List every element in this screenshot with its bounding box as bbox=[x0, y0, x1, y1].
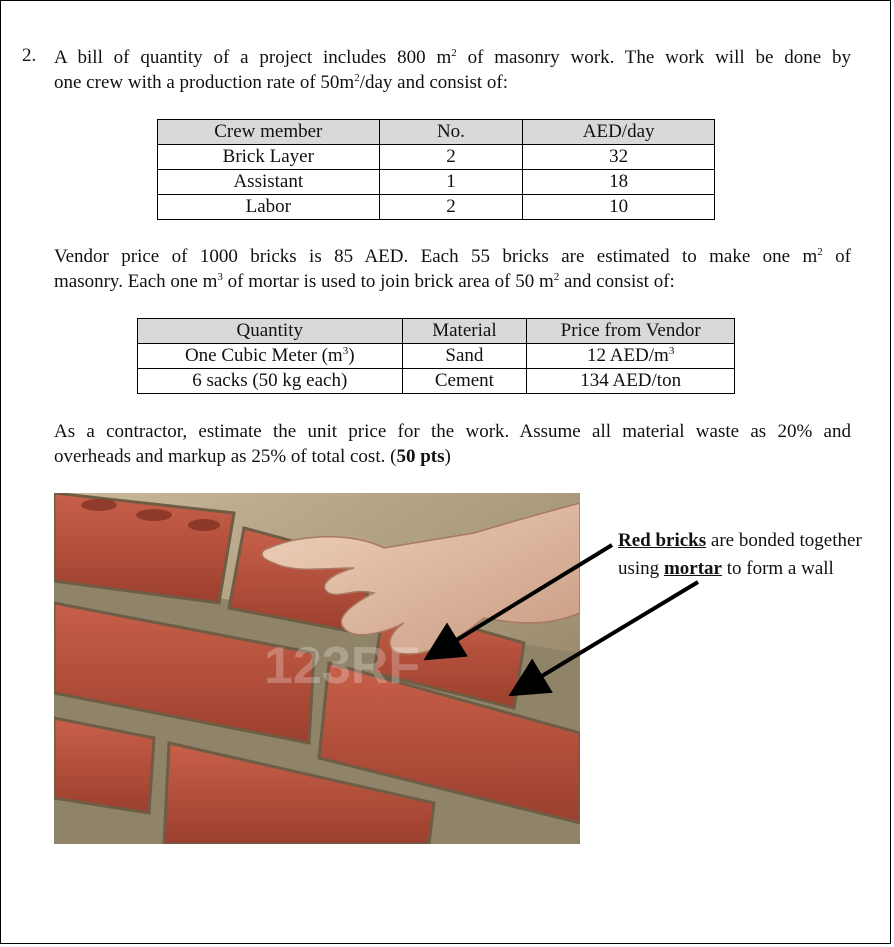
crew-table-header bbox=[158, 120, 715, 145]
table-cell: 32 bbox=[523, 145, 715, 170]
table-cell: 6 sacks (50 kg each) bbox=[138, 369, 403, 394]
table-cell: 2 bbox=[379, 195, 523, 220]
table-row bbox=[138, 369, 735, 394]
material-table bbox=[137, 318, 735, 394]
table-cell: Sand bbox=[402, 344, 527, 369]
table-row bbox=[158, 145, 715, 170]
table-cell: 1 bbox=[379, 170, 523, 195]
material-table-header bbox=[138, 319, 735, 344]
red-bricks-label: Red bricks bbox=[618, 530, 707, 551]
crew-table bbox=[157, 119, 715, 220]
task-line-2: overheads and markup as 25% of total cost. (50 pts) bbox=[54, 446, 451, 467]
table-cell: 10 bbox=[523, 195, 715, 220]
table-row bbox=[158, 195, 715, 220]
header-cell: Price from Vendor bbox=[527, 319, 735, 344]
vendor-paragraph bbox=[54, 244, 851, 294]
table-row bbox=[138, 344, 735, 369]
table-cell: 2 bbox=[379, 145, 523, 170]
table-cell: Cement bbox=[402, 369, 527, 394]
table-cell: Labor bbox=[158, 195, 380, 220]
caption-line-1: Red bricks are bonded together bbox=[618, 530, 862, 551]
header-cell: Material bbox=[402, 319, 527, 344]
vendor-line-2: masonry. Each one $m^3$ of mortar is used to join brick area of 50 $m^2$ and consist of: bbox=[54, 271, 675, 292]
watermark-text: 123RF bbox=[264, 637, 421, 695]
caption-line-2: using mortar to form a wall bbox=[618, 558, 834, 579]
table-cell: 12 AED/$m^3$ bbox=[527, 344, 735, 369]
header-cell: No. bbox=[379, 120, 523, 145]
task-line-1: As a contractor, estimate the unit price for the work. Assume all material waste as 20% and bbox=[54, 421, 851, 442]
question-intro bbox=[54, 45, 851, 95]
table-cell: Brick Layer bbox=[158, 145, 380, 170]
task-paragraph bbox=[54, 419, 851, 469]
header-cell: AED/day bbox=[523, 120, 715, 145]
table-cell: 134 AED/ton bbox=[527, 369, 735, 394]
brick-wall-photo bbox=[54, 493, 580, 844]
header-cell: Quantity bbox=[138, 319, 403, 344]
table-cell: One Cubic Meter $(m^3)$ bbox=[138, 344, 403, 369]
table-cell: 18 bbox=[523, 170, 715, 195]
table-row bbox=[158, 170, 715, 195]
question-number: 2. bbox=[22, 45, 37, 66]
table-cell: Assistant bbox=[158, 170, 380, 195]
points-label: 50 pts bbox=[396, 446, 445, 467]
mortar-label: mortar bbox=[663, 558, 722, 579]
photo-caption bbox=[618, 527, 894, 583]
intro-line-2: one crew with a production rate of $50m^2$/day and consist of: bbox=[54, 72, 508, 93]
header-cell: Crew member bbox=[158, 120, 380, 145]
vendor-line-1: Vendor price of 1000 bricks is 85 AED. Each 55 bricks are estimated to make one $m^2$ of bbox=[54, 246, 851, 267]
intro-line-1: A bill of quantity of a project includes 800 $m^2$ of masonry work. The work will be done by bbox=[54, 47, 851, 68]
